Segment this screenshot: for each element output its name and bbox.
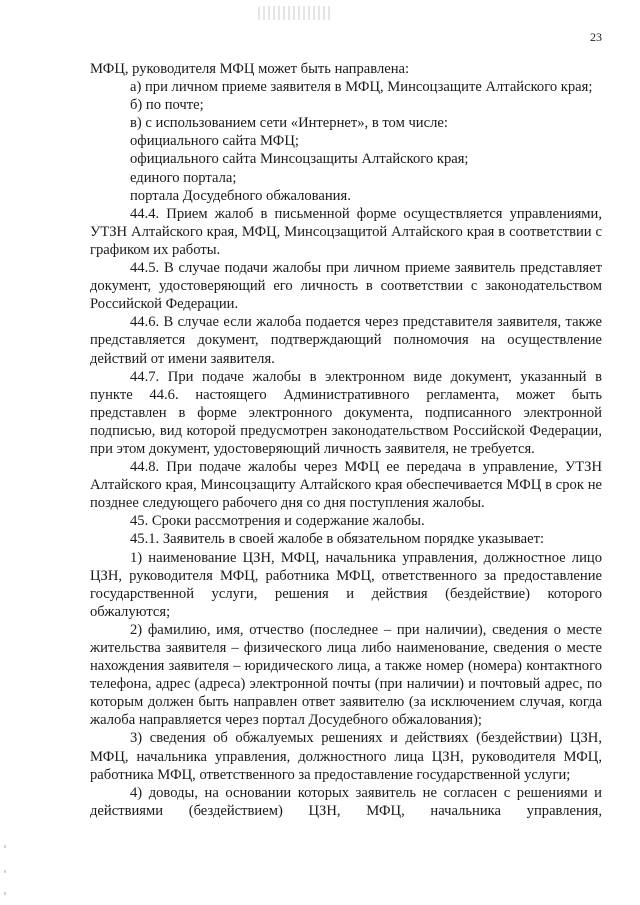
paragraph: официального сайта Минсоцзащиты Алтайского края; (130, 151, 469, 168)
scan-artifact (258, 6, 332, 20)
paragraph: официального сайта МФЦ; (130, 133, 299, 150)
section-heading: 45. Сроки рассмотрения и содержание жалобы. (130, 513, 425, 530)
paragraph: портала Досудебного обжалования. (130, 187, 351, 204)
page-number: 23 (590, 30, 602, 44)
scan-speck (4, 845, 6, 848)
paragraph: б) по почте; (130, 97, 204, 114)
document-body (90, 60, 602, 820)
paragraph: 44.8. При подаче жалобы через МФЦ ее передача в управление, УТЗН Алтайского края, Минсоцзащиту Алтайского края обеспечивается МФЦ в срок не позднее следующего рабочего дня со дня поступления жалобы. (90, 459, 602, 512)
paragraph: а) при личном приеме заявителя в МФЦ, Минсоцзащите Алтайского края; (130, 79, 593, 96)
scan-speck (4, 870, 6, 873)
paragraph: 44.4. Прием жалоб в письменной форме осуществляется управлениями, УТЗН Алтайского края, МФЦ, Минсоцзащитой Алтайского края в соответствии с графиком их работы. (90, 205, 602, 258)
paragraph: 44.5. В случае подачи жалобы при личном приеме заявитель представляет документ, удостоверяющий его личность в соответствии с законодательством Российской Федерации. (90, 260, 602, 313)
paragraph: 45.1. Заявитель в своей жалобе в обязательном порядке указывает: (130, 531, 544, 548)
paragraph: в) с использованием сети «Интернет», в том числе: (130, 115, 448, 132)
paragraph: единого портала; (130, 169, 237, 186)
paragraph: 44.6. В случае если жалоба подается через представителя заявителя, также представляется документ, подтверждающий полномочия на осуществление действий от имени заявителя. (90, 314, 602, 367)
list-item: 4) доводы, на основании которых заявитель не согласен с решениями и действиями (бездействием) ЦЗН, МФЦ, начальника управления, (90, 784, 602, 819)
paragraph: 44.7. При подаче жалобы в электронном виде документ, указанный в пункте 44.6. настоящего Административного регламента, может быть представлен в форме электронного документа, подписанного электронной подписью, вид которой предусмотрен законодательством Российской Федерации, при этом документ, удостоверяющий личность заявителя, не требуется. (90, 368, 602, 457)
list-item: 3) сведения об обжалуемых решениях и действиях (бездействии) ЦЗН, МФЦ, начальника управления, должностного лица ЦЗН, руководителя МФЦ, работника МФЦ, ответственного за предоставление государственной услуги; (90, 730, 602, 783)
list-item: 2) фамилию, имя, отчество (последнее – при наличии), сведения о месте жительства заявителя – физического лица либо наименование, сведения о месте нахождения заявителя – юридического лица, а также номер (номера) контактного телефона, адрес (адреса) электронной почты (при наличии) и почтовый адрес, по которым должен быть направлен ответ заявителю (за исключением случая, когда жалоба направляется через портал Досудебного обжалования); (90, 621, 602, 729)
paragraph: МФЦ, руководителя МФЦ может быть направлена: (90, 61, 410, 77)
scan-speck (4, 892, 6, 895)
list-item: 1) наименование ЦЗН, МФЦ, начальника управления, должностное лицо ЦЗН, руководителя МФЦ, работника МФЦ, ответственного за предоставление государственной услуги, решения и действия (бездействие) которого обжалуются; (90, 549, 602, 620)
